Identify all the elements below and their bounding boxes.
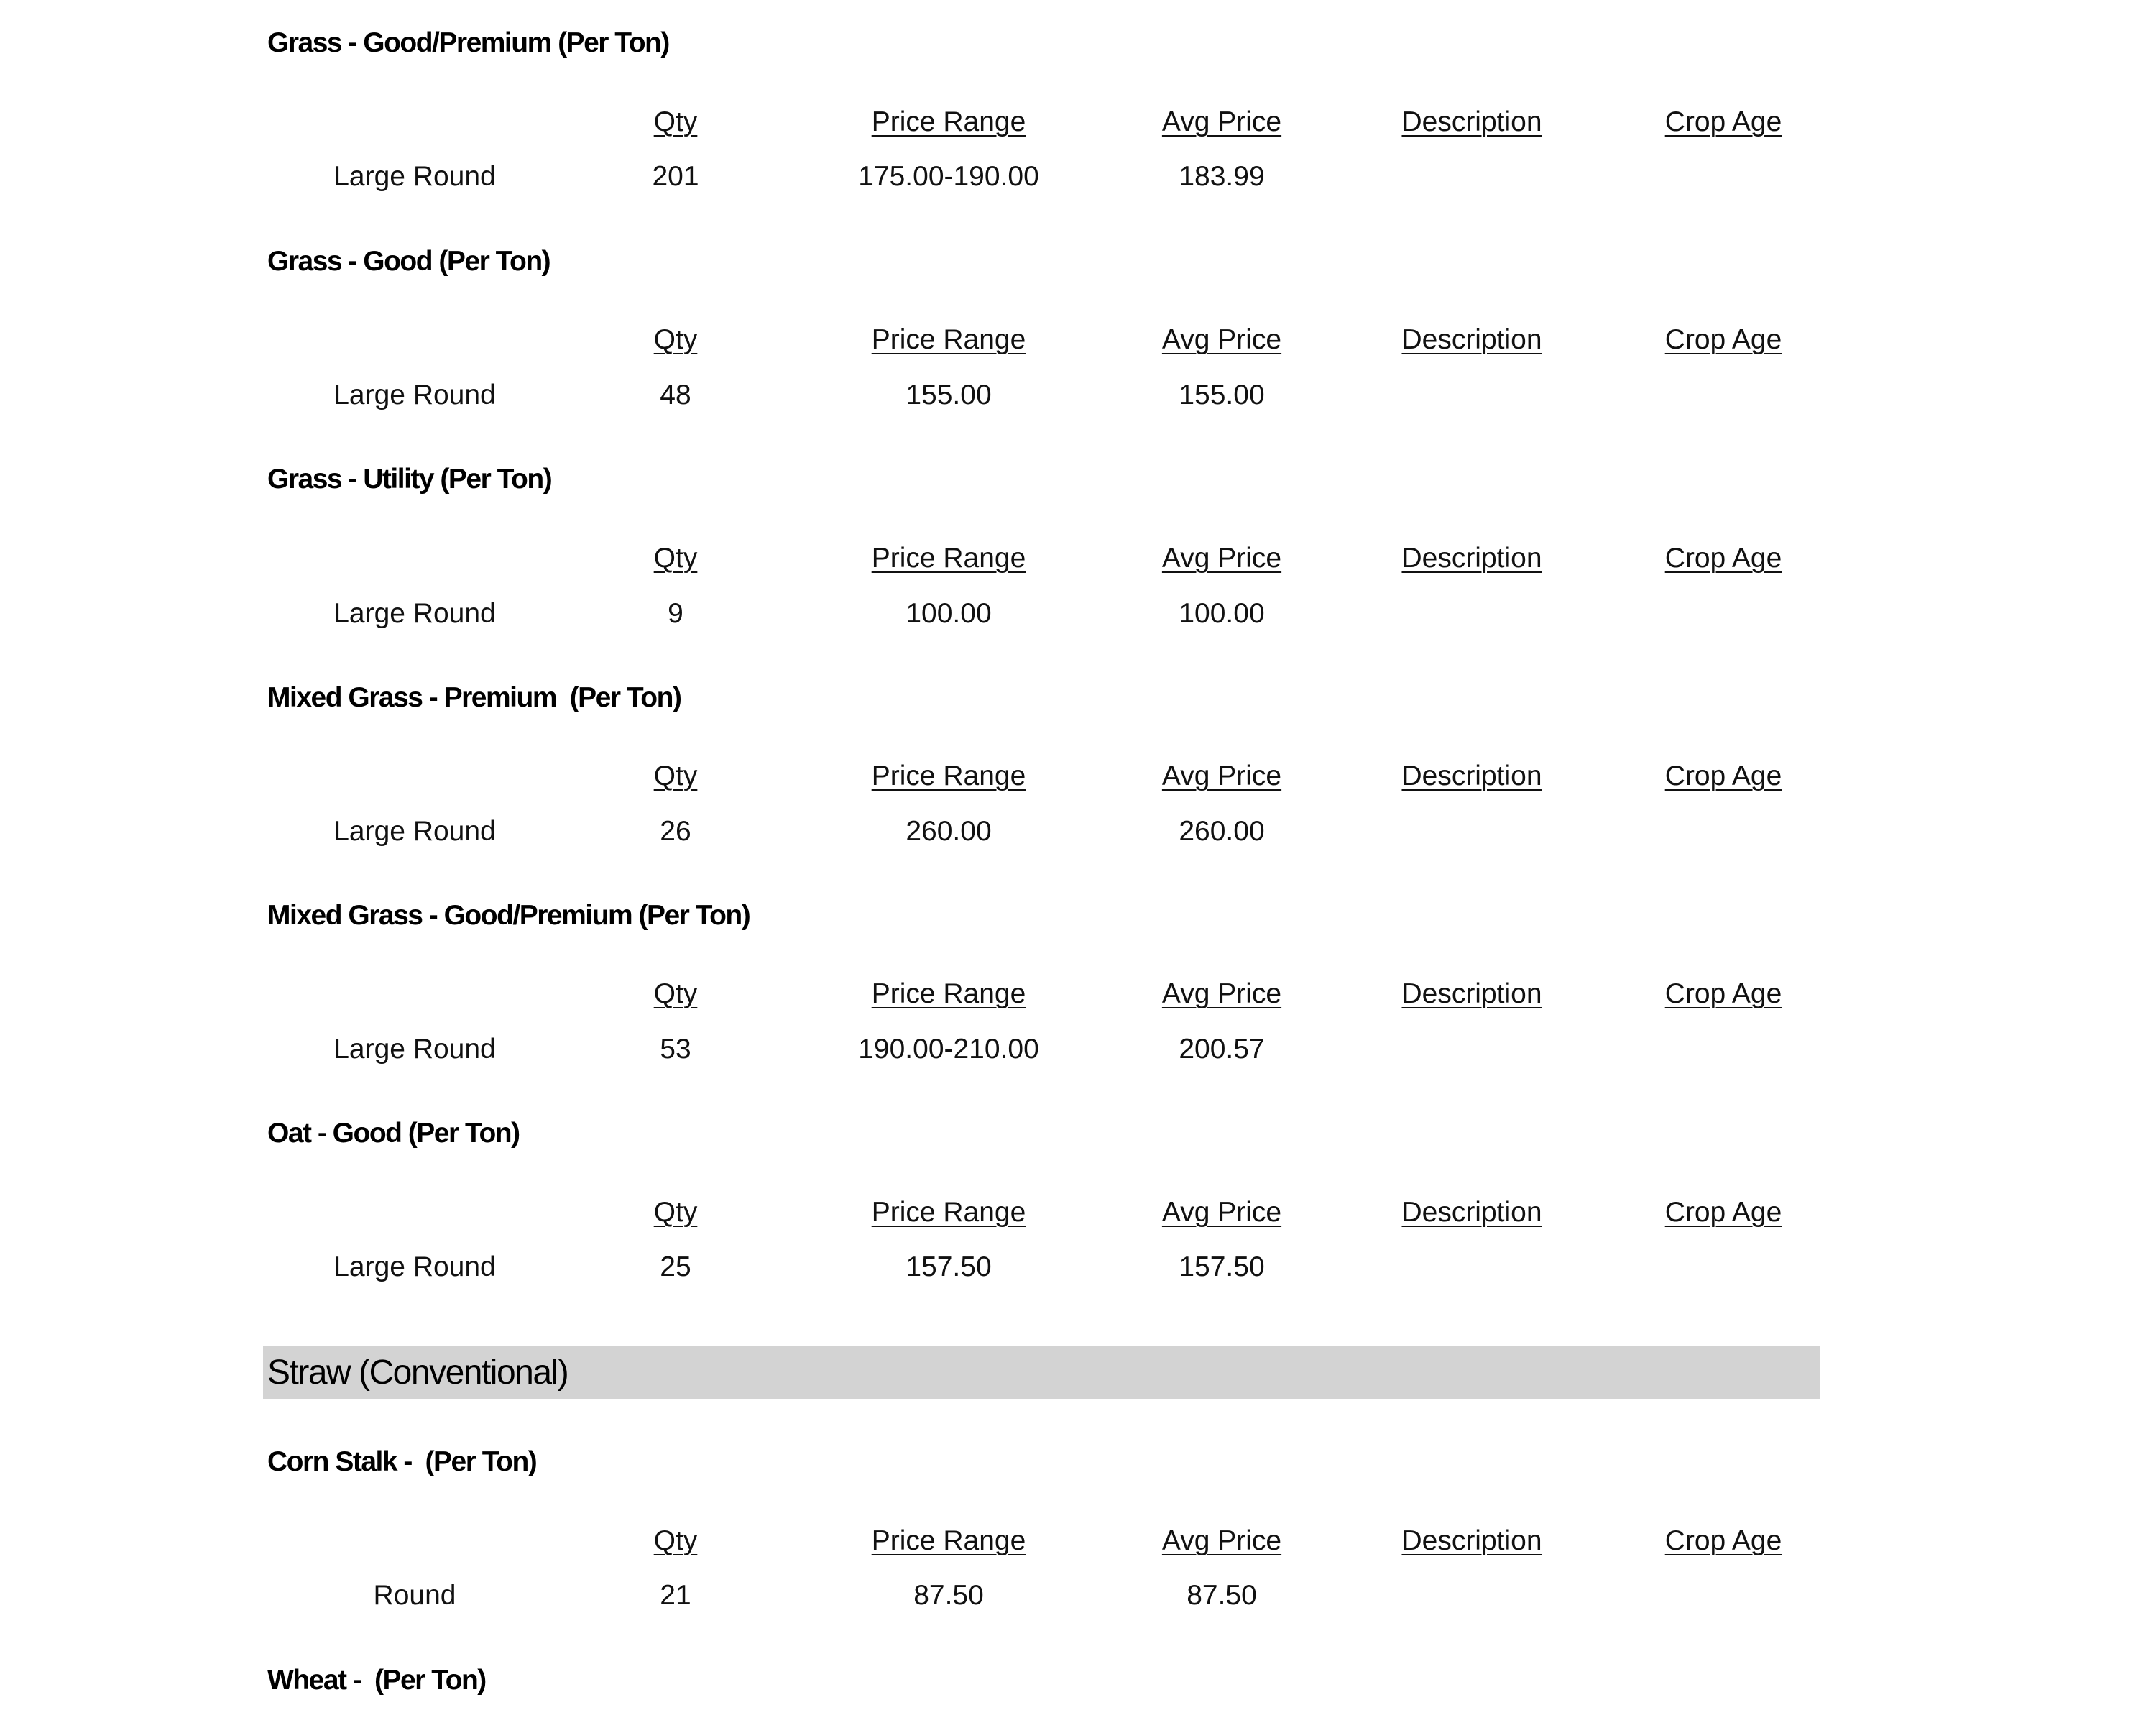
avg-price-header: Avg Price — [1161, 543, 1282, 574]
category-title: Grass - Good (Per Ton) — [267, 246, 550, 277]
bale-type: Large Round — [333, 816, 496, 847]
bale-type: Large Round — [333, 1034, 496, 1065]
description-header: Description — [1401, 106, 1542, 137]
crop-age-header: Crop Age — [1664, 543, 1782, 574]
category-title: Wheat - (Per Ton) — [267, 1665, 486, 1696]
qty-value: 26 — [660, 816, 691, 847]
qty-header: Qty — [653, 324, 698, 355]
qty-header: Qty — [653, 978, 698, 1009]
avg-price-header: Avg Price — [1161, 1525, 1282, 1556]
price-range-header: Price Range — [871, 1525, 1026, 1556]
avg-price-value: 260.00 — [1179, 816, 1265, 847]
description-header: Description — [1401, 760, 1542, 791]
qty-value: 9 — [668, 598, 683, 629]
avg-price-value: 200.57 — [1179, 1034, 1265, 1065]
qty-header: Qty — [653, 760, 698, 791]
description-header: Description — [1401, 978, 1542, 1009]
description-header: Description — [1401, 1525, 1542, 1556]
avg-price-header: Avg Price — [1161, 106, 1282, 137]
category-title: Grass - Utility (Per Ton) — [267, 464, 552, 495]
price-range-value: 190.00-210.00 — [858, 1034, 1039, 1065]
crop-age-header: Crop Age — [1664, 106, 1782, 137]
section-banner-title: Straw (Conventional) — [267, 1354, 568, 1392]
category-title: Mixed Grass - Premium (Per Ton) — [267, 682, 681, 713]
price-range-value: 100.00 — [906, 598, 992, 629]
description-header: Description — [1401, 324, 1542, 355]
bale-type: Large Round — [333, 380, 496, 410]
price-range-header: Price Range — [871, 106, 1026, 137]
price-range-value: 175.00-190.00 — [858, 161, 1039, 192]
crop-age-header: Crop Age — [1664, 324, 1782, 355]
category-title: Corn Stalk - (Per Ton) — [267, 1446, 537, 1477]
avg-price-header: Avg Price — [1161, 978, 1282, 1009]
qty-value: 201 — [652, 161, 699, 192]
avg-price-header: Avg Price — [1161, 760, 1282, 791]
crop-age-header: Crop Age — [1664, 1197, 1782, 1228]
avg-price-header: Avg Price — [1161, 324, 1282, 355]
qty-header: Qty — [653, 106, 698, 137]
bale-type: Large Round — [333, 161, 496, 192]
avg-price-value: 157.50 — [1179, 1251, 1265, 1282]
price-range-header: Price Range — [871, 1197, 1026, 1228]
price-range-header: Price Range — [871, 978, 1026, 1009]
bale-type: Round — [373, 1580, 456, 1611]
bale-type: Large Round — [333, 598, 496, 629]
price-range-header: Price Range — [871, 324, 1026, 355]
qty-value: 53 — [660, 1034, 691, 1065]
price-range-value: 87.50 — [913, 1580, 984, 1611]
price-range-header: Price Range — [871, 543, 1026, 574]
category-title: Oat - Good (Per Ton) — [267, 1118, 520, 1149]
avg-price-value: 87.50 — [1187, 1580, 1257, 1611]
avg-price-header: Avg Price — [1161, 1197, 1282, 1228]
price-range-value: 155.00 — [906, 380, 992, 410]
qty-header: Qty — [653, 543, 698, 574]
avg-price-value: 183.99 — [1179, 161, 1265, 192]
price-range-value: 157.50 — [906, 1251, 992, 1282]
avg-price-value: 155.00 — [1179, 380, 1265, 410]
description-header: Description — [1401, 1197, 1542, 1228]
price-range-header: Price Range — [871, 760, 1026, 791]
category-title: Grass - Good/Premium (Per Ton) — [267, 27, 669, 58]
avg-price-value: 100.00 — [1179, 598, 1265, 629]
qty-value: 25 — [660, 1251, 691, 1282]
crop-age-header: Crop Age — [1664, 978, 1782, 1009]
description-header: Description — [1401, 543, 1542, 574]
qty-header: Qty — [653, 1197, 698, 1228]
price-range-value: 260.00 — [906, 816, 992, 847]
crop-age-header: Crop Age — [1664, 1525, 1782, 1556]
qty-value: 48 — [660, 380, 691, 410]
category-title: Mixed Grass - Good/Premium (Per Ton) — [267, 900, 750, 931]
crop-age-header: Crop Age — [1664, 760, 1782, 791]
bale-type: Large Round — [333, 1251, 496, 1282]
qty-value: 21 — [660, 1580, 691, 1611]
qty-header: Qty — [653, 1525, 698, 1556]
